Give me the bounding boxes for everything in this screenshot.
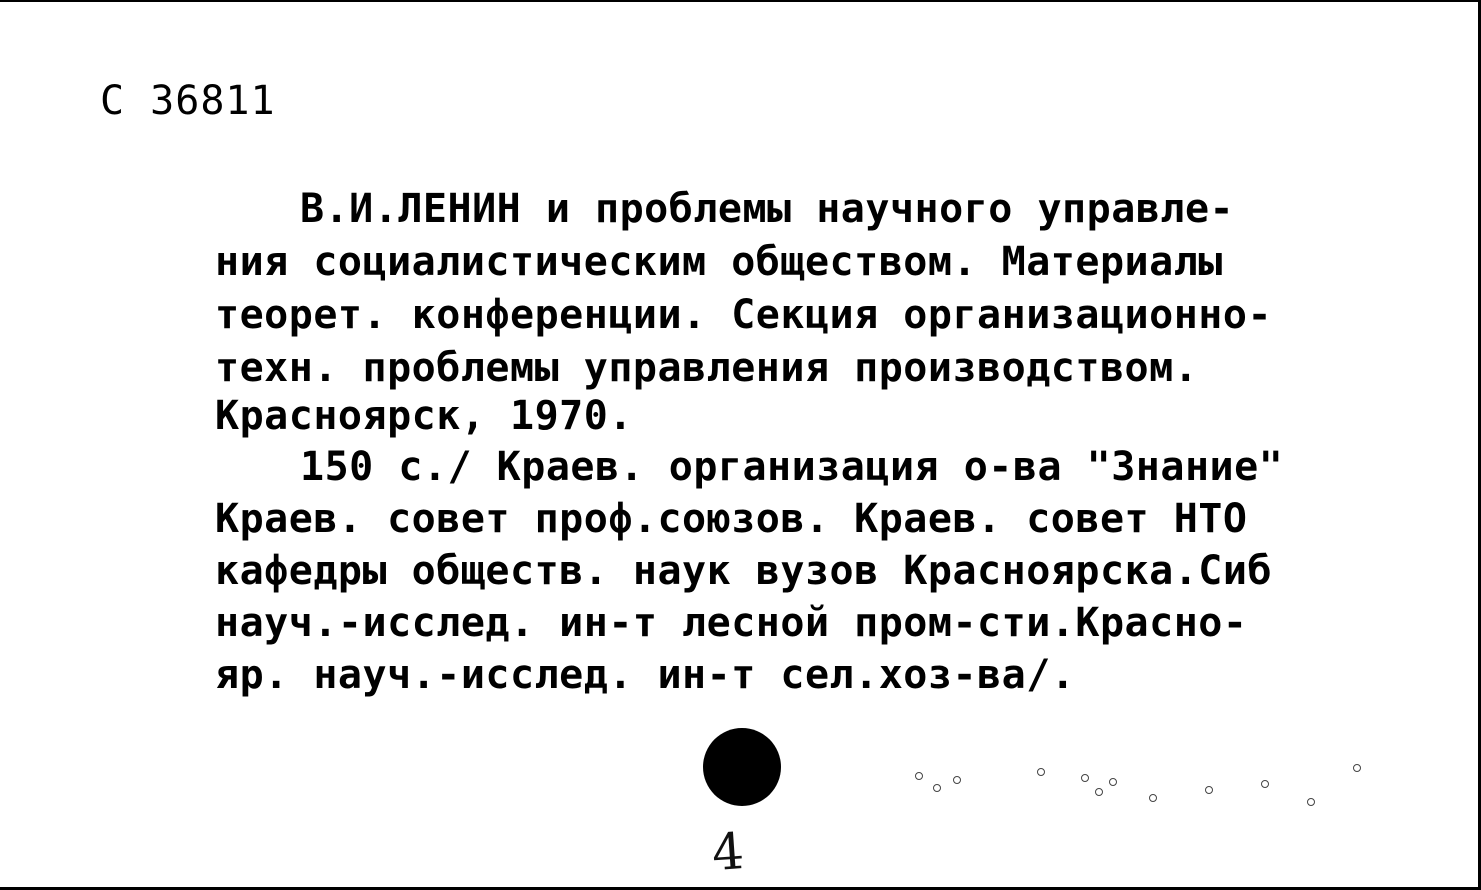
entry-line-5: Красноярск, 1970.	[215, 393, 633, 439]
handwritten-mark: 4	[710, 821, 746, 883]
entry-line-9: науч.-исслед. ин-т лесной пром-сти.Красно-	[215, 600, 1248, 646]
faint-stamp-traces	[905, 754, 1375, 824]
punch-hole	[703, 728, 781, 806]
shelf-mark: С 36811	[100, 78, 276, 124]
entry-line-4: техн. проблемы управления производством.	[215, 345, 1199, 391]
entry-line-6: 150 с./ Краев. организация о-ва "Знание"	[300, 444, 1284, 490]
entry-line-8: кафедры обществ. наук вузов Красноярска.Сиб	[215, 548, 1273, 594]
entry-line-7: Краев. совет проф.союзов. Краев. совет НТО	[215, 496, 1248, 542]
entry-line-10: яр. науч.-исслед. ин-т сел.хоз-ва/.	[215, 652, 1076, 698]
entry-line-3: теорет. конференции. Секция организационно-	[215, 292, 1273, 338]
entry-line-1: В.И.ЛЕНИН и проблемы научного управле-	[300, 186, 1235, 232]
entry-line-2: ния социалистическим обществом. Материалы	[215, 239, 1223, 285]
